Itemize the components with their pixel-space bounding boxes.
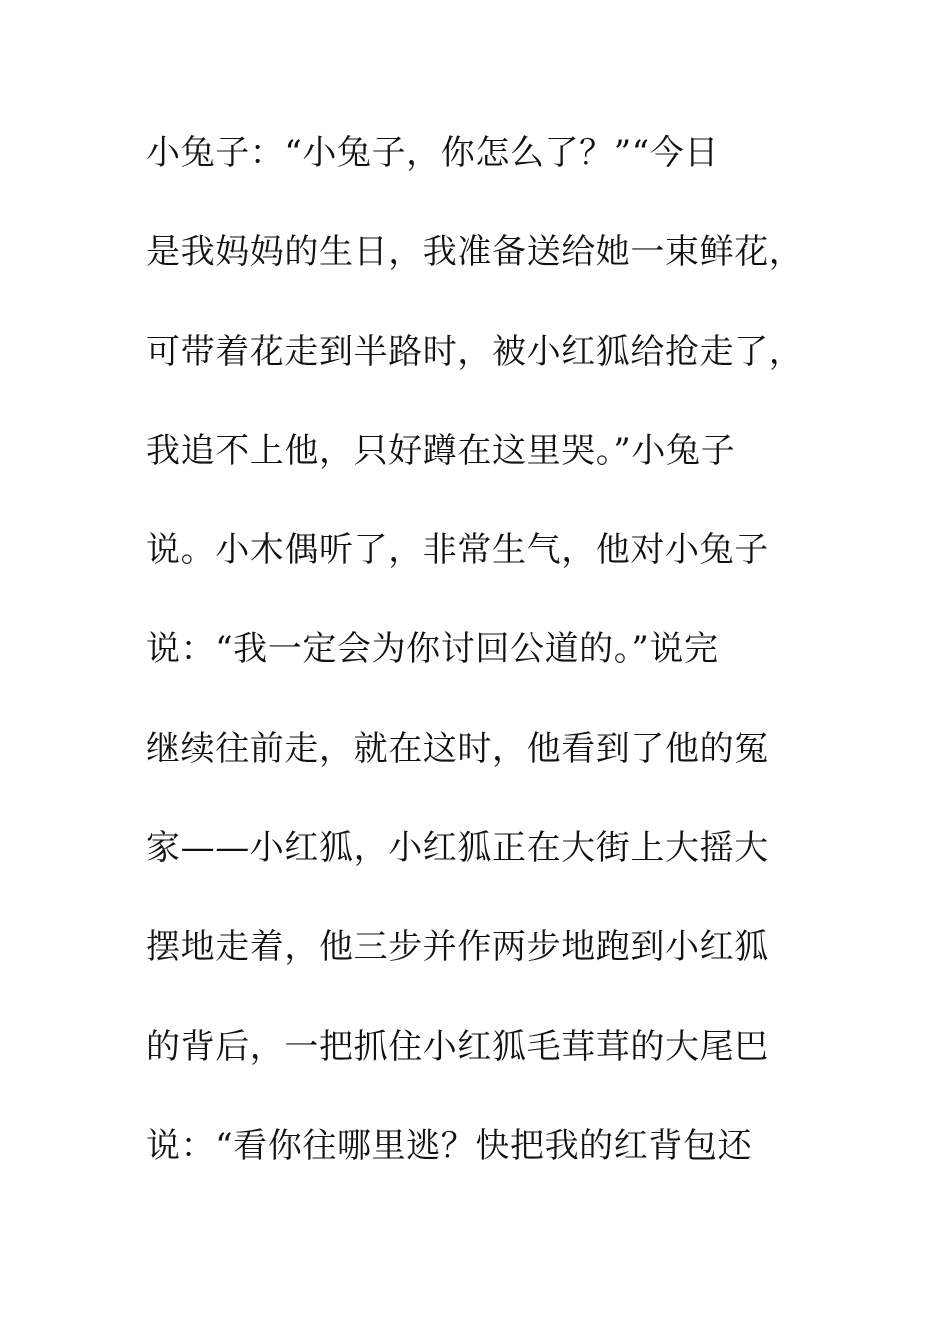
text-line-11: 说：“看你往哪里逃？快把我的红背包还: [146, 1125, 753, 1166]
text-line-1: 小兔子：“小兔子，你怎么了？”“今日: [146, 133, 719, 173]
text-line-3: 可带着花走到半路时，被小红狐给抢走了，: [146, 331, 804, 372]
text-line-4: 我追不上他，只好蹲在这里哭。”小兔子: [146, 430, 736, 471]
text-line-6: 说：“我一定会为你讨回公道的。”说完: [146, 629, 719, 670]
text-line-10: 的背后，一把抓住小红狐毛茸茸的大尾巴: [146, 1026, 769, 1067]
text-line-2: 是我妈妈的生日，我准备送给她一束鲜花，: [146, 232, 804, 273]
text-line-5: 说。小木偶听了，非常生气，他对小兔子: [146, 530, 769, 571]
story-text: [146, 128, 826, 1220]
text-line-9: 摆地走着，他三步并作两步地跑到小红狐: [146, 927, 769, 968]
text-line-8: 家——小红狐，小红狐正在大街上大摇大: [146, 828, 769, 869]
text-line-7: 继续往前走，就在这时，他看到了他的冤: [146, 728, 769, 769]
